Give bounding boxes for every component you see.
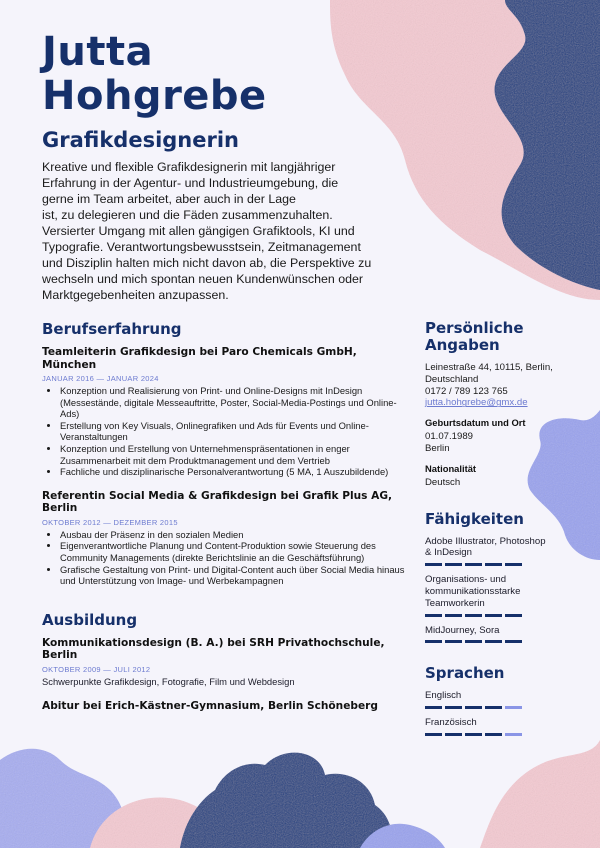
bullet: • Konzeption und Realisierung von Print- und Online-Designs mit InDesign (Messestände, digitale Messeauftritte, Poster, Social-Media-Postings und Online-Ads) (60, 385, 407, 420)
address: Leinestraße 44, 10115, Berlin, Deutschland 0172 / 789 123 765 jutta.hohgrebe@gmx.de (425, 362, 585, 409)
language-item (425, 690, 585, 709)
skill-item: MidJourney, Sora (425, 625, 585, 644)
nationality: Deutsch (425, 476, 461, 488)
degree-date: OKTOBER 2009 — JULI 2012 (42, 664, 151, 674)
job-title: Referentin Social Media & Grafikdesign bei Grafik Plus AG, Berlin (42, 489, 393, 515)
level-segment (445, 706, 462, 709)
level-segment (485, 563, 502, 566)
degree-focus: Schwerpunkte Grafikdesign, Fotografie, Film und Webdesign (42, 675, 295, 687)
job-role: Grafikdesignerin (42, 128, 239, 152)
job-bullets (42, 529, 407, 587)
language-item (425, 717, 585, 736)
level-segment (485, 733, 502, 736)
job-bullets (42, 385, 407, 478)
name-last: Hohgrebe (42, 73, 267, 119)
email-link[interactable]: jutta.hohgrebe@gmx.de (425, 397, 528, 409)
level-segment (465, 563, 482, 566)
name-first: Jutta (42, 29, 154, 75)
level-segment (465, 733, 482, 736)
bullet: • Grafische Gestaltung von Print- und Digital-Content auch über Social Media hinaus und Unterstützung von Image- und Werbekampagnen (60, 564, 407, 587)
experience-heading: Berufserfahrung (42, 320, 182, 338)
level-segment (465, 640, 482, 643)
level-segment (425, 614, 442, 617)
level-segment (445, 614, 462, 617)
level-segment (425, 706, 442, 709)
level-segment (445, 563, 462, 566)
level-segment (505, 563, 522, 566)
language-level-bar (425, 706, 585, 709)
sidebar (425, 320, 585, 744)
level-segment (505, 733, 522, 736)
skills-heading: Fähigkeiten (425, 509, 524, 528)
navy-blob-bottom (180, 753, 392, 848)
skill-item: Adobe Illustrator, Photoshop & InDesign (425, 536, 585, 567)
skill-level-bar (425, 563, 585, 566)
skill-level-bar (425, 640, 585, 643)
level-segment (485, 614, 502, 617)
birth-label: Geburtsdatum und Ort (425, 417, 526, 429)
skill-item: Organisations- und kommunikationsstarke Teamworkerin (425, 574, 585, 616)
bullet: • Konzeption und Erstellung von Unternehmenspräsentationen in enger Zusammenarbeit mit dem Produktmanagement und dem Vertrieb (60, 443, 407, 466)
school-title: Abitur bei Erich-Kästner-Gymnasium, Berlin Schöneberg (42, 699, 378, 712)
level-segment (485, 706, 502, 709)
main-column (42, 320, 407, 712)
degree-title: Kommunikationsdesign (B. A.) bei SRH Privathochschule, Berlin (42, 636, 385, 662)
level-segment (425, 563, 442, 566)
job-date: JANUAR 2016 — JANUAR 2024 (42, 374, 159, 383)
languages-heading: Sprachen (425, 664, 505, 683)
bullet: • Fachliche und disziplinarische Personalverantwortung (5 MA, 1 Auszubildende) (60, 466, 407, 478)
level-segment (485, 640, 502, 643)
nationality-label: Nationalität (425, 462, 477, 474)
language-name: Englisch (425, 690, 462, 702)
skill-level-bar (425, 614, 585, 617)
birth-place: Berlin (425, 442, 450, 454)
bullet: • Ausbau der Präsenz in den sozialen Medien (60, 529, 407, 541)
language-name: Französisch (425, 717, 477, 729)
bullet: • Erstellung von Key Visuals, Onlinegrafiken und Ads für Events und Online-Veranstaltungen (60, 420, 407, 443)
bullet: • Eigenverantwortliche Planung und Content-Produktion sowie Steuerung des Community Managements (direkte Berichtslinie an die Geschäftsführung) (60, 540, 407, 563)
level-segment (465, 706, 482, 709)
personal-heading: Persönliche Angaben (425, 319, 524, 354)
level-segment (505, 640, 522, 643)
level-segment (425, 640, 442, 643)
education-heading: Ausbildung (42, 610, 138, 629)
language-level-bar (425, 733, 585, 736)
phone: 0172 / 789 123 765 (425, 385, 508, 397)
level-segment (425, 733, 442, 736)
level-segment (505, 706, 522, 709)
applicant-name (42, 30, 267, 118)
level-segment (445, 640, 462, 643)
level-segment (445, 733, 462, 736)
level-segment (505, 614, 522, 617)
birth-date: 01.07.1989 (425, 431, 474, 443)
intro-paragraph: Kreative und flexible Grafikdesignerin mit langjähriger Erfahrung in der Agentur- und Industrieumgebung, die gerne im Team arbeitet, aber auch in der Lage ist, zu delegieren und die Fäden zusammenzuhalten. Versierter Umgang mit allen gängigen Grafiktools, KI und Typografie. Verantwortungsbewusstsein, Zeitmanagement und Disziplin halten mich nicht davon ab, die Perspektive zu wechseln und mich spontan neuen Kundenwünschen oder Marktgegebenheiten anzupassen. (42, 160, 372, 302)
job-title: Teamleiterin Grafikdesign bei Paro Chemicals GmbH, München (42, 346, 357, 371)
level-segment (465, 614, 482, 617)
pink-blob-bottom-right (480, 740, 600, 848)
job-date: OKTOBER 2012 — DEZEMBER 2015 (42, 517, 178, 527)
